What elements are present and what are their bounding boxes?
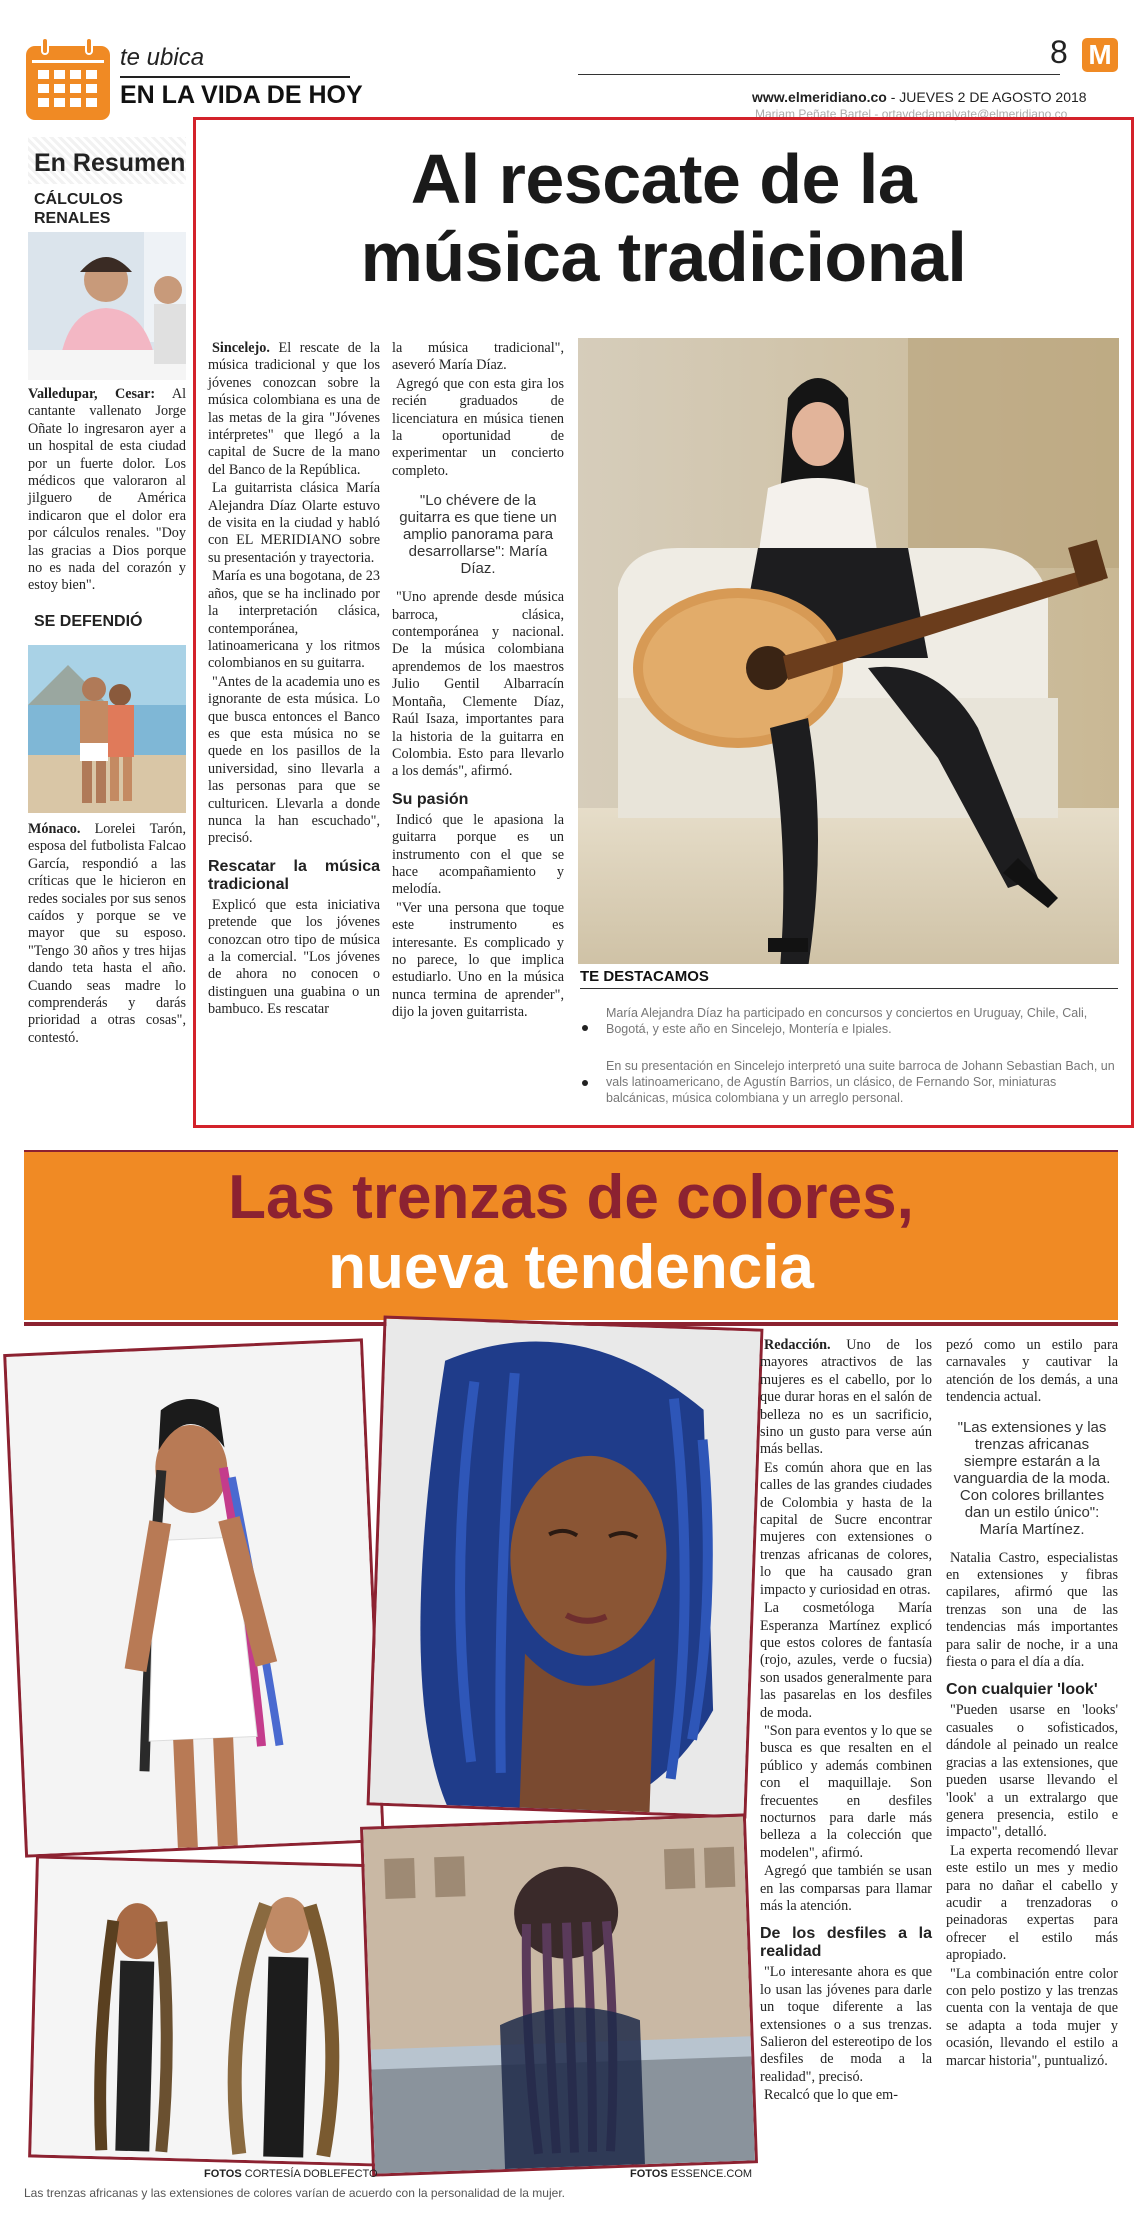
article2-lead: Redacción. bbox=[764, 1337, 831, 1353]
article2-col1-p6: "Lo interesante ahora es que lo usan las jóvenes para darle un toque diferente a las extensiones o a sus trenzas. Salieron del estereotipo de los desfiles de moda a la realidad", precisó. bbox=[760, 1964, 932, 2085]
dateline-date: - JUEVES 2 DE AGOSTO 2018 bbox=[886, 89, 1087, 105]
article1-col1-p4: "Antes de la academia uno es ignorante de esta música. Lo que busca entonces el Banco es que esta música no se quede en los pasillos de la universidad, sino llevarla a las personas para que se culturicen. Llevarla a donde nunca la han escuchado", precisó. bbox=[208, 673, 380, 847]
article1-col2-p3: "Uno aprende desde música barroca, clásica, contemporánea y nacional. De la música colombiana aprendemos de los maestros Julio Gentil Albarracín Montaña, Clemente Díaz, Raúl Isaza, importantes para la historia de la guitarra en Colombia. Esto para llevarlo a los demás", afirmó. bbox=[392, 589, 564, 780]
calendar-icon bbox=[24, 38, 112, 122]
article1-col2-p4: Indicó que le apasiona la guitarra porque es un instrumento con el que se hace acompañamiento y melodía. bbox=[392, 811, 564, 898]
photo-guitarist bbox=[578, 338, 1119, 964]
photo-braids-back-view bbox=[360, 1813, 758, 2176]
section-small-label: te ubica bbox=[120, 44, 205, 71]
highlight-item-2 bbox=[578, 1058, 1118, 1106]
highlight-item-1 bbox=[578, 1005, 1118, 1037]
photo-credit-1-value: CORTESÍA DOBLEFECTO bbox=[241, 2168, 378, 2180]
article1-col1-p1: El rescate de la música tradicional y que los jóvenes conozcan sobre la música colombiana es una de las metas de la gira "Jóvenes intérpretes" que llegó a la capital de Sucre de la mano del Banco de la República. bbox=[208, 340, 380, 478]
photo-braids-white-dress bbox=[3, 1338, 385, 1857]
highlight-text-2: En su presentación en Sincelejo interpretó una suite barroca de Johann Sebastian Bach, un vals latinoamericano, de Agustín Barrios, un clásico, de Fernando Sor, miniaturas balcánicas, música colombiana y un arreglo personal. bbox=[606, 1059, 1115, 1105]
article1-col2 bbox=[392, 340, 564, 1023]
article1-pullquote: "Lo chévere de la guitarra es que tiene un amplio panorama para desarrollarse": María Díaz. bbox=[399, 492, 557, 578]
article1-col2-p5: "Ver una persona que toque este instrumento es interesante. Es complicado y no parece, lo que implica estudiarlo. Uno en la música nunca termina de aprender", dijo la joven guitarrista. bbox=[392, 899, 564, 1021]
bullet-icon bbox=[582, 1025, 588, 1031]
section-rule bbox=[120, 76, 350, 78]
sidebar bbox=[28, 137, 186, 1127]
highlights-title: TE DESTACAMOS bbox=[580, 968, 709, 985]
article1-col2-subhead: Su pasión bbox=[392, 790, 469, 808]
photo-credit-1-label: FOTOS bbox=[204, 2168, 242, 2180]
article2-headline-line2: nueva tendencia bbox=[328, 1233, 814, 1302]
article2-col2-p2: Natalia Castro, especialistas en extensiones y fibras capilares, afirmó que las trenzas son una de las tendencias más importantes para salir de noche, ir a una fiesta o para el día a día. bbox=[946, 1549, 1118, 1671]
bullet-icon bbox=[582, 1080, 588, 1086]
highlight-text-1: María Alejandra Díaz ha participado en concursos y conciertos en Uruguay, Chile, Cali, Bogotá, y este año en Sincelejo, Montería e Ipiales. bbox=[606, 1006, 1088, 1036]
photo-hospital bbox=[28, 232, 186, 380]
article2-col1-p3: La cosmetóloga María Esperanza Martínez explicó que estos colores de fantasía (rojo, azules, verde o fucsia) son usados generalmente para las pasarelas en los desfiles de moda. bbox=[760, 1600, 932, 1721]
article1-col1-p2: La guitarrista clásica María Alejandra Díaz Olarte estuvo de visita en la ciudad y habló con EL MERIDIANO sobre su presentación y trayectoria. bbox=[208, 480, 380, 566]
page-number: 8 bbox=[1050, 34, 1068, 70]
article2-headline-line1: Las trenzas de colores, bbox=[228, 1163, 914, 1232]
dateline-site: www.elmeridiano.co bbox=[752, 89, 887, 105]
sidebar-item2-body: Lorelei Tarón, esposa del futbolista Falcao García, respondió a las críticas que le hicieron en redes sociales por sus senos caídos y porque se ve mayor que su esposo. "Tengo 30 años y tres hijas dando teta hasta el año. Cuando seas madre lo comprenderás y darás prioridad a otras cosas", contestó. bbox=[28, 820, 186, 1046]
article2-col1-p1: Uno de los mayores atractivos de las mujeres es el cabello, por lo que durar horas en el salón de belleza no es un sacrificio, sino un gusto para verse aún más bellas. bbox=[760, 1337, 932, 1458]
header-top-rule bbox=[578, 74, 1060, 75]
photo-two-women-braids bbox=[28, 1855, 388, 2166]
sidebar-item2-heading: SE DEFENDIÓ bbox=[34, 612, 143, 630]
photo-credit-1 bbox=[204, 2168, 378, 2180]
article1-lead: Sincelejo. bbox=[212, 340, 270, 356]
photo-credit-2-label: FOTOS bbox=[630, 2168, 668, 2180]
article1-col1-p5: Explicó que esta iniciativa pretende que los jóvenes conozcan otro tipo de música a la comercial. "Los jóvenes de ahora no conocen o distinguen una guabina o un bambuco. Es rescatar bbox=[208, 896, 380, 1018]
sidebar-item1-body: Al cantante vallenato Jorge Oñate lo ingresaron ayer a un hospital de esta ciudad por un fuerte dolor. Los médicos que valoraron al jilguero de América indicaron que el dolor era por cálculos renales. "Doy las gracias a Dios porque no es nada del corazón y estoy bien". bbox=[28, 386, 187, 594]
byline: Mariam Peñate Bartel - ortavdedamalyate@elmeridiano.co bbox=[755, 107, 1068, 121]
article2-pullquote: "Las extensiones y las trenzas africanas siempre estarán a la vanguardia de la moda. Con colores brillantes dan un estilo único": María Martínez. bbox=[953, 1418, 1111, 1538]
article2-col2-p3: "Pueden usarse en 'looks' casuales o sofisticados, dándole al peinado un realce gracias a las extensiones, que pueden usarse llevando el 'look' a un extralargo que genera presencia, estilo e impacto", detalló. bbox=[946, 1702, 1118, 1841]
article1-col2-p1: la música tradicional", aseveró María Díaz. bbox=[392, 340, 564, 374]
sidebar-item2-text bbox=[28, 821, 186, 1047]
article1-col1 bbox=[208, 340, 380, 1020]
article2-col2 bbox=[946, 1337, 1118, 2071]
article2-col1-subhead: De los desfiles a la realidad bbox=[760, 1925, 932, 1961]
article1-col2-p2: Agregó que con esta gira los recién graduados de licenciatura en música tienen la oportunidad de experimentar un concierto completo. bbox=[392, 375, 564, 479]
photo-caption: Las trenzas africanas y las extensiones de colores varían de acuerdo con la personalidad de la mujer. bbox=[24, 2186, 565, 2200]
sidebar-item1-text bbox=[28, 386, 186, 595]
article2-col1 bbox=[760, 1337, 932, 2106]
logo-letter: M bbox=[1088, 39, 1112, 70]
section-big-label: EN LA VIDA DE HOY bbox=[120, 81, 363, 109]
article2-col2-p1: pezó como un estilo para carnavales y cautivar la atención de los demás, a una tendencia actual. bbox=[946, 1337, 1118, 1406]
article2-col1-p5: Agregó que también se usan en las comparsas para llamar más la atención. bbox=[760, 1863, 932, 1914]
highlights-rule bbox=[580, 988, 1118, 989]
sidebar-item1-heading: CÁLCULOS RENALES bbox=[34, 191, 123, 227]
article2-col2-subhead: Con cualquier 'look' bbox=[946, 1681, 1098, 1699]
article1-headline-line1: Al rescate de la bbox=[410, 140, 917, 218]
article1-headline-line2: música tradicional bbox=[360, 218, 967, 296]
photo-credit-2 bbox=[630, 2168, 752, 2180]
dateline bbox=[752, 89, 1087, 105]
article1-headline bbox=[193, 140, 1134, 296]
photo-credit-2-value: ESSENCE.COM bbox=[667, 2168, 753, 2180]
article1-col1-subhead: Rescatar la música tradicional bbox=[208, 857, 380, 893]
photo-blue-twists bbox=[367, 1316, 764, 1819]
sidebar-item2-place: Mónaco. bbox=[28, 820, 81, 837]
article2-col2-p4: La experta recomendó llevar este estilo un mes y medio para no dañar el cabello y acudir a trenzadoras o peinadoras expertas para ofrecer el estilo más apropiado. bbox=[946, 1842, 1118, 1964]
sidebar-item1-place: Valledupar, Cesar: bbox=[28, 386, 156, 402]
sidebar-title: En Resumen bbox=[28, 137, 186, 184]
article2-col2-p5: "La combinación entre color con pelo postizo y las trenzas cuenta con la ventaja de que se adapta a toda mujer y ocasión, llevando el estilo a marcar historia", puntualizó. bbox=[946, 1965, 1118, 2069]
brand-logo bbox=[1082, 38, 1118, 72]
article2-col1-p7: Recalcó que lo que em- bbox=[764, 2087, 898, 2104]
article2-col1-p2: Es común ahora que en las calles de las grandes ciudades de Colombia y hasta de la capital de Sucre encontrar mujeres con extensiones o trenzas africanas de colores, lo que ha causado gran impacto y curiosidad en otras. bbox=[760, 1459, 932, 1598]
article2-headline bbox=[24, 1163, 1118, 1303]
photo-beach-couple bbox=[28, 645, 186, 813]
article2-col1-p4: "Son para eventos y lo que se busca es que resalten en el público y además combinen con el maquillaje. Son frecuentes en desfiles nocturnos para darle más belleza a la colección que modelen", afirmó. bbox=[760, 1722, 932, 1861]
article1-col1-p3: María es una bogotana, de 23 años, que se ha inclinado por la interpretación clásica, contemporánea, latinoamericana y los ritmos colombianos en su guitarra. bbox=[208, 568, 380, 672]
